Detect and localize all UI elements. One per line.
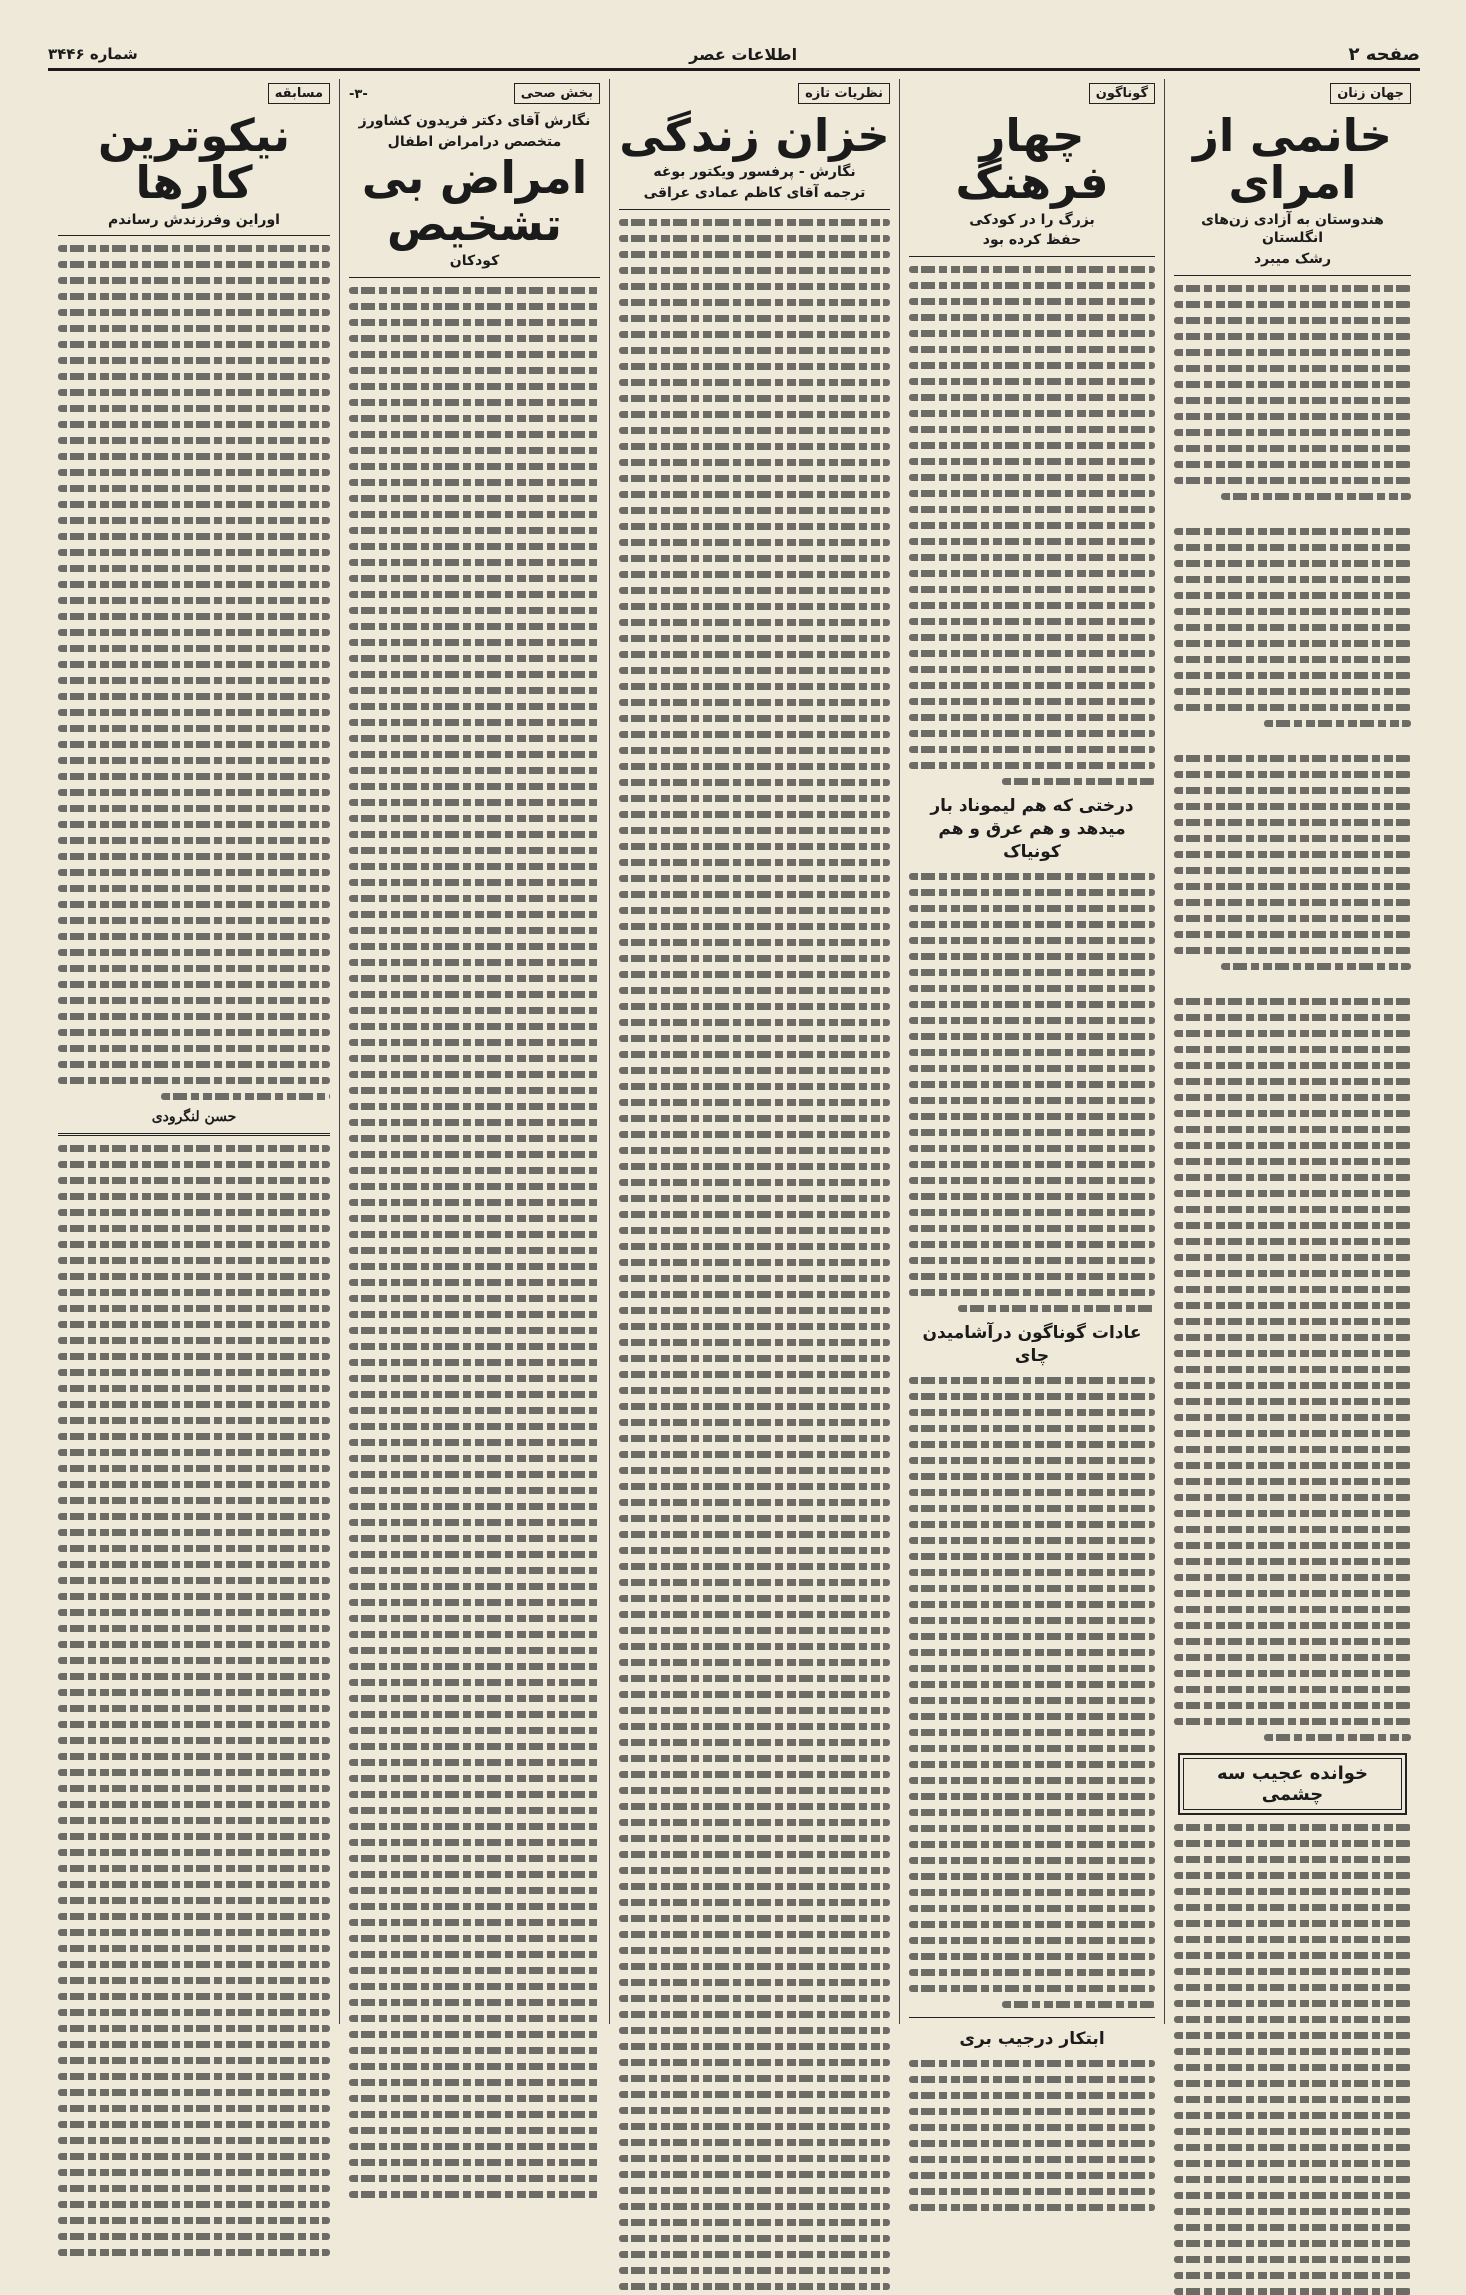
article-body <box>909 2060 1155 2211</box>
subheadline: هندوستان به آزادی زن‌های انگلستان <box>1201 211 1384 247</box>
article-body <box>909 1377 1155 2008</box>
part-number: -۳- <box>349 87 368 102</box>
subheadline: نگارش - پرفسور ویکتور بوغه <box>653 164 856 181</box>
section-header <box>349 79 600 110</box>
boxed-headline: خوانده عجیب سه چشمی <box>1178 1753 1407 1815</box>
column-contest <box>49 79 339 2024</box>
author-title: متخصص درامراض اطفال <box>387 133 562 150</box>
section-label: گوناگون <box>1089 83 1155 104</box>
article-body <box>909 873 1155 1312</box>
headline: چهار فرهنگ <box>955 109 1109 210</box>
headline: خزان زندگی <box>619 109 890 162</box>
divider <box>619 209 890 210</box>
subheadline: بزرگ را در کودکی <box>969 211 1095 228</box>
article-body <box>619 219 890 2290</box>
subheadline: کودکان <box>449 253 500 270</box>
divider <box>349 277 600 278</box>
article-subhead: درختی که هم لیموناد بار میدهد و هم عرق و هم کونیاک <box>930 796 1134 863</box>
article-body <box>58 1145 330 2256</box>
author-line: نگارش آقای دکتر فریدون کشاورز <box>358 113 591 129</box>
column-health <box>339 79 609 2024</box>
headline: امراض بی تشخیص <box>361 150 588 252</box>
divider <box>909 256 1155 257</box>
column-miscellany <box>899 79 1164 2049</box>
article-body <box>1174 285 1411 1741</box>
subheadline: حفظ کرده بود <box>982 232 1082 249</box>
paper-name: اطلاعات عصر <box>689 44 798 64</box>
page-label: صفحه ۲ <box>1348 43 1420 65</box>
section-label: نظریات تازه <box>798 83 890 104</box>
column-women <box>1164 79 1420 2024</box>
subheadline: رشک میبرد <box>1253 251 1332 268</box>
article-body <box>349 287 600 2198</box>
subheadline: اوراین وفرزندش رساندم <box>108 211 280 228</box>
article-body <box>58 245 330 1100</box>
box-article-body <box>1174 1824 1411 2295</box>
article-subhead: عادات گوناگون درآشامیدن چای <box>922 1323 1142 1367</box>
divider <box>909 2017 1155 2018</box>
headline: نیکوترین کارها <box>98 109 290 210</box>
article-body <box>909 266 1155 785</box>
headline: خانمی از امرای <box>1193 109 1392 210</box>
section-label: مسابقه <box>268 83 330 104</box>
divider <box>58 1133 330 1136</box>
section-label: بخش صحی <box>514 83 600 104</box>
section-label: جهان زنان <box>1330 83 1411 104</box>
divider <box>58 235 330 236</box>
issue-number: شماره ۳۴۴۶ <box>48 45 138 63</box>
masthead-bar <box>48 40 1420 71</box>
columns-grid <box>48 79 1420 2049</box>
author-signature: حسن لنگرودی <box>151 1109 237 1126</box>
divider <box>1174 275 1411 276</box>
column-autumn-of-life <box>609 79 899 2024</box>
subheadline: ترجمه آقای کاظم عمادی عراقی <box>643 185 866 202</box>
article-subhead: ابتکار درجیب بری <box>959 2028 1105 2049</box>
